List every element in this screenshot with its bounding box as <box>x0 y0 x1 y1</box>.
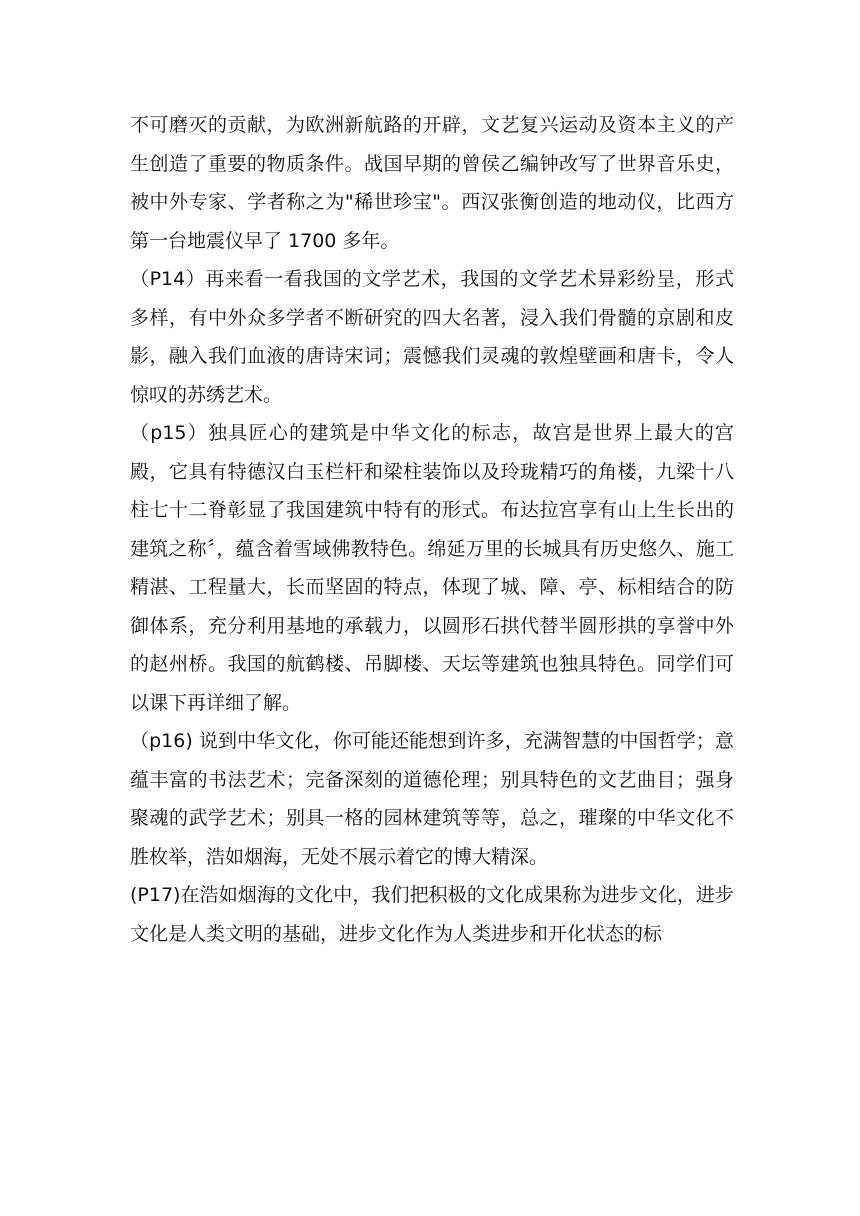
paragraph-3: （p15）独具匠心的建筑是中华文化的标志，故宫是世界上最大的宫殿，它具有特德汉白玉栏杆和梁柱装饰以及玲珑精巧的角楼，九梁十八柱七十二脊彰显了我国建筑中特有的形式。布达拉宫享有山上生长出的建筑之称〞，蕴含着雪域佛教特色。绵延万里的长城具有历史悠久、施工精湛、工程量大，长而坚固的特点，体现了城、障、亭、标相结合的防御体系，充分利用基地的承载力，以圆形石拱代替半圆形拱的享誉中外的赵州桥。我国的航鹤楼、吊脚楼、天坛等建筑也独具特色。同学们可以课下再详细了解。 <box>130 422 734 714</box>
paragraph-5: (P17)在浩如烟海的文化中，我们把积极的文化成果称为进步文化，进步文化是人类文明的基础，进步文化作为人类进步和开化状态的标 <box>130 884 734 945</box>
paragraph-4: （p16) 说到中华文化，你可能还能想到许多，充满智慧的中国哲学；意蕴丰富的书法艺术；完备深刻的道德伦理；别具特色的文艺曲目；强身聚魂的武学艺术；别具一格的园林建筑等等，总之，璀璨的中华文化不胜枚举，浩如烟海，无处不展示着它的博大精深。 <box>130 730 734 868</box>
document-body <box>130 106 734 953</box>
paragraph-1: 不可磨灭的贡献，为欧洲新航路的开辟，文艺复兴运动及资本主义的产生创造了重要的物质条件。战国早期的曾侯乙编钟改写了世界音乐史，被中外专家、学者称之为"稀世珍宝"。西汉张衡创造的地动仪，比西方第一台地震仪早了 1700 多年。 <box>130 114 734 252</box>
paragraph-2: （P14）再来看一看我国的文学艺术，我国的文学艺术异彩纷呈，形式多样，有中外众多学者不断研究的四大名著，浸入我们骨髓的京剧和皮影，融入我们血液的唐诗宋词；震憾我们灵魂的敦煌壁画和唐卡，令人惊叹的苏绣艺术。 <box>130 268 734 406</box>
